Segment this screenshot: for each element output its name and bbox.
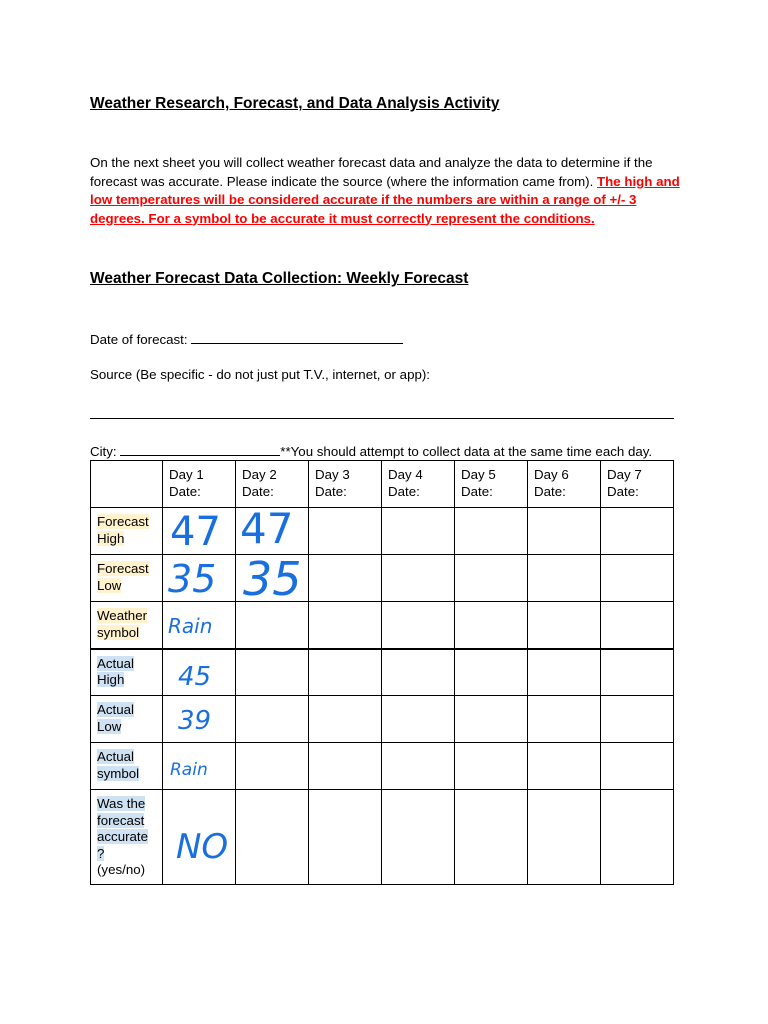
data-cell[interactable] bbox=[309, 696, 382, 743]
day-label: Day 7 bbox=[607, 467, 642, 482]
row-label-line: (yes/no) bbox=[97, 862, 146, 877]
row-label bbox=[91, 790, 163, 885]
data-cell[interactable] bbox=[236, 602, 309, 649]
data-cell[interactable] bbox=[309, 602, 382, 649]
day-header bbox=[528, 461, 601, 508]
date-of-forecast-field[interactable] bbox=[90, 330, 403, 347]
city-blank[interactable] bbox=[120, 442, 280, 456]
data-cell[interactable] bbox=[601, 602, 674, 649]
row-label bbox=[91, 696, 163, 743]
day-header bbox=[309, 461, 382, 508]
data-cell[interactable] bbox=[309, 649, 382, 696]
data-cell[interactable] bbox=[382, 602, 455, 649]
handwritten-day1-actual-low: 39 bbox=[178, 706, 212, 736]
day-label: Day 4 bbox=[388, 467, 423, 482]
data-cell[interactable] bbox=[528, 555, 601, 602]
data-cell[interactable] bbox=[528, 602, 601, 649]
data-cell[interactable] bbox=[382, 743, 455, 790]
data-cell[interactable] bbox=[528, 508, 601, 555]
data-cell[interactable] bbox=[528, 649, 601, 696]
data-cell[interactable] bbox=[309, 508, 382, 555]
row-label bbox=[91, 555, 163, 602]
data-cell[interactable] bbox=[382, 649, 455, 696]
row-label-line: symbol bbox=[97, 624, 140, 640]
handwritten-day2-forecast-low: 35 bbox=[243, 552, 302, 606]
row-label bbox=[91, 649, 163, 696]
row-label-line: Actual bbox=[97, 655, 134, 671]
day-label: Day 6 bbox=[534, 467, 569, 482]
row-label-line: Weather bbox=[97, 608, 148, 623]
data-cell[interactable] bbox=[382, 508, 455, 555]
day-header bbox=[601, 461, 674, 508]
day-label: Day 3 bbox=[315, 467, 350, 482]
date-cell-label: Date: bbox=[461, 483, 493, 499]
table-header-row bbox=[91, 461, 674, 508]
row-label-line: High bbox=[97, 530, 125, 546]
handwritten-day1-actual-symbol: Rain bbox=[170, 760, 208, 780]
data-cell[interactable] bbox=[455, 649, 528, 696]
corner-cell bbox=[91, 461, 163, 508]
accuracy-warning: The high and low temperatures will be considered accurate if the numbers are within a range of +/- 3 degrees. For a symbol to be accurate it must correctly represent the conditions. bbox=[90, 173, 680, 226]
row-label bbox=[91, 602, 163, 649]
handwritten-day1-accurate: NO bbox=[176, 827, 229, 867]
date-cell-label: Date: bbox=[388, 483, 420, 499]
row-label-line: Forecast bbox=[97, 561, 149, 576]
city-note: **You should attempt to collect data at the same time each day. bbox=[280, 444, 653, 459]
data-cell[interactable] bbox=[601, 555, 674, 602]
handwritten-day1-actual-high: 45 bbox=[178, 662, 212, 692]
data-cell[interactable] bbox=[528, 696, 601, 743]
data-cell[interactable] bbox=[601, 790, 674, 885]
data-cell[interactable] bbox=[309, 555, 382, 602]
data-cell[interactable] bbox=[455, 743, 528, 790]
day-header bbox=[455, 461, 528, 508]
row-label bbox=[91, 508, 163, 555]
row-label-line: Low bbox=[97, 718, 122, 734]
section-title: Weather Forecast Data Collection: Weekly Forecast bbox=[90, 270, 469, 287]
data-cell[interactable] bbox=[601, 649, 674, 696]
page-title: Weather Research, Forecast, and Data Analysis Activity bbox=[90, 95, 500, 112]
row-label-line: Forecast bbox=[97, 514, 149, 529]
data-cell[interactable] bbox=[455, 696, 528, 743]
day-header bbox=[163, 461, 236, 508]
day-header bbox=[382, 461, 455, 508]
day-label: Day 1 bbox=[169, 467, 204, 482]
intro-paragraph bbox=[90, 154, 690, 228]
data-cell[interactable] bbox=[528, 790, 601, 885]
data-cell[interactable] bbox=[601, 696, 674, 743]
row-label-line: Low bbox=[97, 577, 122, 593]
data-cell[interactable] bbox=[455, 555, 528, 602]
data-cell[interactable] bbox=[236, 790, 309, 885]
handwritten-day2-forecast-high: 47 bbox=[240, 504, 294, 553]
row-label bbox=[91, 743, 163, 790]
date-cell-label: Date: bbox=[242, 483, 274, 499]
row-label-line: High bbox=[97, 672, 125, 687]
row-label-line: forecast bbox=[97, 812, 145, 828]
handwritten-day1-weather-symbol: Rain bbox=[168, 614, 213, 638]
data-cell[interactable] bbox=[309, 790, 382, 885]
source-label: Source (Be specific - do not just put T.V., internet, or app): bbox=[90, 367, 430, 382]
day-label: Day 2 bbox=[242, 467, 277, 482]
date-cell-label: Date: bbox=[534, 483, 566, 499]
city-label: City: bbox=[90, 444, 121, 459]
date-cell-label: Date: bbox=[607, 483, 639, 499]
data-cell[interactable] bbox=[382, 555, 455, 602]
row-label-line: symbol bbox=[97, 765, 140, 781]
data-cell[interactable] bbox=[236, 743, 309, 790]
date-cell-label: Date: bbox=[169, 483, 201, 499]
day-label: Day 5 bbox=[461, 467, 496, 482]
day-header bbox=[236, 461, 309, 508]
data-cell[interactable] bbox=[601, 743, 674, 790]
city-field[interactable] bbox=[90, 442, 652, 459]
data-cell[interactable] bbox=[601, 508, 674, 555]
row-label-line: Actual bbox=[97, 702, 134, 717]
source-blank-line[interactable] bbox=[90, 418, 674, 419]
data-cell[interactable] bbox=[455, 790, 528, 885]
data-cell[interactable] bbox=[528, 743, 601, 790]
data-cell[interactable] bbox=[382, 790, 455, 885]
data-cell[interactable] bbox=[236, 696, 309, 743]
row-label-line: Actual bbox=[97, 749, 134, 764]
handwritten-day1-forecast-high: 47 bbox=[170, 509, 221, 555]
intro-text: On the next sheet you will collect weather forecast data and analyze the data to determine if the forecast was accurate. Please indicate the source (where the information came from). bbox=[90, 155, 653, 189]
data-cell[interactable] bbox=[382, 696, 455, 743]
data-cell[interactable] bbox=[455, 602, 528, 649]
data-cell[interactable] bbox=[455, 508, 528, 555]
date-cell-label: Date: bbox=[315, 483, 347, 499]
row-label-line: Was the bbox=[97, 796, 146, 811]
date-label: Date of forecast: bbox=[90, 332, 192, 347]
row-label-line: accurate bbox=[97, 829, 148, 844]
data-cell[interactable] bbox=[309, 743, 382, 790]
date-blank[interactable] bbox=[191, 330, 403, 344]
data-cell[interactable] bbox=[236, 649, 309, 696]
row-label-line: ? bbox=[97, 845, 105, 861]
handwritten-day1-forecast-low: 35 bbox=[168, 557, 217, 601]
